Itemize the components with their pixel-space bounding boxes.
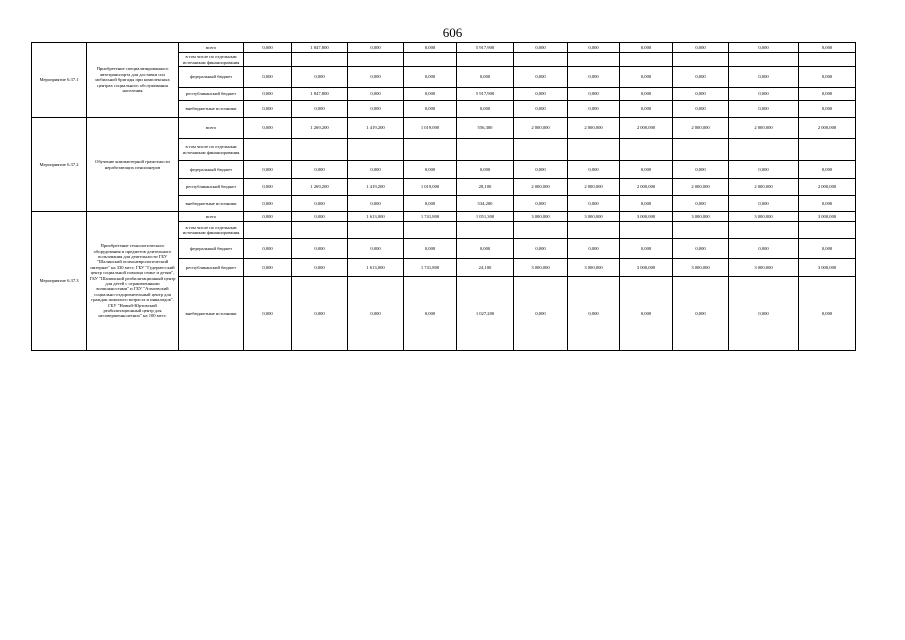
value-cell xyxy=(799,139,856,161)
value-cell: 0,000 xyxy=(673,43,729,53)
value-cell: 1 847,800 xyxy=(292,43,348,53)
value-cell: 0,000 xyxy=(799,277,856,351)
value-cell: 0,000 xyxy=(620,277,673,351)
value-cell: 24,100 xyxy=(457,259,514,277)
value-cell: 0,000 xyxy=(457,101,514,118)
value-cell: 0,000 xyxy=(404,43,457,53)
value-cell: 0,000 xyxy=(799,161,856,179)
value-cell: 5 917,900 xyxy=(457,88,514,101)
value-cell xyxy=(799,53,856,67)
value-cell: 1 269,200 xyxy=(292,179,348,196)
activity-description: Приобретение специализированного автотранспорта для доставки сил мобильной бригады при комплексных центрах социального обслуживания населения xyxy=(87,43,179,118)
value-cell: 0,000 xyxy=(404,239,457,259)
value-cell: 0,000 xyxy=(457,67,514,88)
value-cell: 0,000 xyxy=(348,239,404,259)
value-cell xyxy=(799,222,856,239)
value-cell: 3 000,000 xyxy=(514,259,568,277)
value-cell: 0,000 xyxy=(514,239,568,259)
value-cell xyxy=(514,222,568,239)
value-cell: 0,000 xyxy=(348,277,404,351)
value-cell: 1 613,000 xyxy=(348,259,404,277)
value-cell: 0,000 xyxy=(568,161,620,179)
value-cell xyxy=(457,53,514,67)
value-cell: 3 000,000 xyxy=(673,259,729,277)
value-cell xyxy=(348,139,404,161)
value-cell: 0,000 xyxy=(673,161,729,179)
value-cell: 0,000 xyxy=(404,161,457,179)
value-cell: 0,000 xyxy=(568,239,620,259)
value-cell: 0,000 xyxy=(348,88,404,101)
funding-source-label: всего xyxy=(179,212,244,222)
value-cell: 0,000 xyxy=(799,67,856,88)
value-cell: 0,000 xyxy=(404,101,457,118)
value-cell: 1 419,200 xyxy=(348,179,404,196)
value-cell: 0,000 xyxy=(404,277,457,351)
value-cell xyxy=(244,53,292,67)
table-row xyxy=(32,118,856,139)
value-cell: 3 000,000 xyxy=(568,212,620,222)
value-cell xyxy=(404,222,457,239)
value-cell: 0,000 xyxy=(514,67,568,88)
value-cell: 0,000 xyxy=(292,67,348,88)
value-cell: 3 000,000 xyxy=(673,212,729,222)
value-cell: 0,000 xyxy=(673,239,729,259)
value-cell: 1 019,000 xyxy=(404,118,457,139)
activity-description: Обучение компьютерной грамотности неработающих пенсионеров xyxy=(87,118,179,212)
value-cell: 0,000 xyxy=(292,259,348,277)
value-cell: 0,000 xyxy=(348,161,404,179)
funding-source-label: внебюджетные источники xyxy=(179,196,244,212)
value-cell: 0,000 xyxy=(729,277,799,351)
value-cell: 0,000 xyxy=(568,101,620,118)
value-cell: 0,000 xyxy=(729,67,799,88)
activity-description: Приобретение технологического оборудования и предметов длительного пользования для деятельности ГБУ "Шалинский психоневрологический интернат" на 330 мест, ГБУ "Гудермесский центр социальной помощи семье и детям", ГБУ "Шалинский реабилитационный центр для детей с ограниченными возможностями" и ГБУ "Ачхоевский социально-оздоровительный центр для граждан пожилого возраста и инвалидов", ГБУ "Новый-Юртовский реабилитационный центр для несовершеннолетних" на 100 мест. xyxy=(87,212,179,351)
value-cell: 0,000 xyxy=(568,196,620,212)
funding-source-label: федеральный бюджет xyxy=(179,161,244,179)
value-cell: 0,000 xyxy=(244,67,292,88)
value-cell: 0,000 xyxy=(568,88,620,101)
value-cell: 0,000 xyxy=(244,88,292,101)
value-cell: 0,000 xyxy=(729,43,799,53)
value-cell xyxy=(568,222,620,239)
value-cell: 0,000 xyxy=(620,239,673,259)
value-cell: 1 741,800 xyxy=(404,212,457,222)
value-cell: 0,000 xyxy=(514,161,568,179)
value-cell: 0,000 xyxy=(568,277,620,351)
value-cell: 0,000 xyxy=(244,239,292,259)
value-cell: 0,000 xyxy=(244,212,292,222)
value-cell: 0,000 xyxy=(673,88,729,101)
value-cell: 1 847,800 xyxy=(292,88,348,101)
value-cell xyxy=(292,53,348,67)
value-cell: 0,000 xyxy=(348,67,404,88)
value-cell: 1 741,800 xyxy=(404,259,457,277)
value-cell: 5 917,900 xyxy=(457,43,514,53)
funding-source-label: в том числе по отдельным источникам финансирования xyxy=(179,53,244,67)
value-cell: 2 000,000 xyxy=(729,118,799,139)
value-cell: 3 000,000 xyxy=(620,259,673,277)
value-cell: 0,000 xyxy=(620,101,673,118)
value-cell xyxy=(568,139,620,161)
value-cell: 0,000 xyxy=(514,196,568,212)
value-cell: 3 000,000 xyxy=(568,259,620,277)
activity-code: Мероприятие 6.37.1 xyxy=(32,43,87,118)
value-cell: 2 000,000 xyxy=(620,118,673,139)
funding-source-label: в том числе по отдельным источникам финансирования xyxy=(179,139,244,161)
value-cell xyxy=(620,222,673,239)
value-cell: 0,000 xyxy=(729,239,799,259)
value-cell xyxy=(404,53,457,67)
value-cell: 3 000,000 xyxy=(799,259,856,277)
value-cell: 2 000,000 xyxy=(729,179,799,196)
table-body xyxy=(32,43,856,351)
value-cell xyxy=(348,53,404,67)
table-row xyxy=(32,212,856,222)
value-cell: 0,000 xyxy=(404,88,457,101)
value-cell: 2 000,000 xyxy=(514,118,568,139)
value-cell: 0,000 xyxy=(348,43,404,53)
value-cell: 0,000 xyxy=(244,101,292,118)
value-cell: 2 000,000 xyxy=(799,179,856,196)
value-cell: 0,000 xyxy=(348,101,404,118)
value-cell: 0,000 xyxy=(514,277,568,351)
value-cell xyxy=(729,222,799,239)
value-cell: 534,200 xyxy=(457,196,514,212)
funding-source-label: в том числе по отдельным источникам финансирования xyxy=(179,222,244,239)
value-cell: 0,000 xyxy=(673,67,729,88)
value-cell: 0,000 xyxy=(568,67,620,88)
value-cell xyxy=(348,222,404,239)
value-cell: 0,000 xyxy=(348,196,404,212)
value-cell: 3 000,000 xyxy=(729,259,799,277)
value-cell xyxy=(457,139,514,161)
value-cell xyxy=(244,222,292,239)
value-cell: 0,000 xyxy=(799,88,856,101)
value-cell: 0,000 xyxy=(799,43,856,53)
value-cell: 1 027,200 xyxy=(457,277,514,351)
value-cell xyxy=(244,139,292,161)
value-cell xyxy=(568,53,620,67)
value-cell: 0,000 xyxy=(673,277,729,351)
value-cell: 0,000 xyxy=(729,196,799,212)
value-cell: 3 000,000 xyxy=(620,212,673,222)
value-cell: 0,000 xyxy=(620,67,673,88)
value-cell: 2 000,000 xyxy=(620,179,673,196)
funding-source-label: федеральный бюджет xyxy=(179,67,244,88)
value-cell xyxy=(673,139,729,161)
value-cell: 0,000 xyxy=(244,259,292,277)
value-cell: 556,300 xyxy=(457,118,514,139)
value-cell: 0,000 xyxy=(620,88,673,101)
value-cell: 0,000 xyxy=(244,161,292,179)
value-cell: 2 000,000 xyxy=(673,118,729,139)
value-cell: 3 000,000 xyxy=(729,212,799,222)
value-cell: 0,000 xyxy=(244,179,292,196)
value-cell xyxy=(673,222,729,239)
value-cell: 0,000 xyxy=(292,161,348,179)
value-cell: 0,000 xyxy=(620,161,673,179)
page-number: 606 xyxy=(442,25,463,40)
value-cell: 0,000 xyxy=(620,196,673,212)
value-cell: 0,000 xyxy=(404,67,457,88)
value-cell: 0,000 xyxy=(514,43,568,53)
value-cell: 1 051,300 xyxy=(457,212,514,222)
value-cell xyxy=(404,139,457,161)
value-cell: 2 000,000 xyxy=(568,179,620,196)
value-cell: 1 613,000 xyxy=(348,212,404,222)
value-cell: 0,000 xyxy=(457,239,514,259)
value-cell: 0,000 xyxy=(244,118,292,139)
value-cell xyxy=(292,222,348,239)
funding-source-label: всего xyxy=(179,43,244,53)
value-cell: 0,000 xyxy=(568,43,620,53)
value-cell: 0,000 xyxy=(244,43,292,53)
funding-source-label: всего xyxy=(179,118,244,139)
value-cell xyxy=(729,53,799,67)
value-cell: 0,000 xyxy=(292,212,348,222)
funding-source-label: республиканский бюджет xyxy=(179,259,244,277)
value-cell: 0,000 xyxy=(729,101,799,118)
value-cell: 28,100 xyxy=(457,179,514,196)
value-cell: 0,000 xyxy=(292,277,348,351)
value-cell: 0,000 xyxy=(244,196,292,212)
funding-source-label: федеральный бюджет xyxy=(179,239,244,259)
value-cell: 2 000,000 xyxy=(799,118,856,139)
value-cell xyxy=(457,222,514,239)
value-cell xyxy=(514,139,568,161)
value-cell: 0,000 xyxy=(244,277,292,351)
value-cell: 0,000 xyxy=(673,196,729,212)
funding-source-label: внебюджетные источники xyxy=(179,101,244,118)
value-cell: 0,000 xyxy=(514,88,568,101)
table-row xyxy=(32,43,856,53)
value-cell: 2 000,000 xyxy=(673,179,729,196)
budget-table xyxy=(31,42,856,351)
value-cell xyxy=(729,139,799,161)
value-cell: 3 000,000 xyxy=(514,212,568,222)
funding-source-label: республиканский бюджет xyxy=(179,88,244,101)
value-cell: 0,000 xyxy=(457,161,514,179)
value-cell: 0,000 xyxy=(404,196,457,212)
value-cell: 0,000 xyxy=(292,196,348,212)
value-cell: 1 419,200 xyxy=(348,118,404,139)
value-cell: 0,000 xyxy=(799,101,856,118)
value-cell: 1 269,200 xyxy=(292,118,348,139)
value-cell: 2 000,000 xyxy=(514,179,568,196)
value-cell xyxy=(620,53,673,67)
value-cell xyxy=(620,139,673,161)
value-cell: 1 019,000 xyxy=(404,179,457,196)
value-cell xyxy=(514,53,568,67)
activity-code: Мероприятие 6.37.2 xyxy=(32,118,87,212)
funding-source-label: республиканский бюджет xyxy=(179,179,244,196)
value-cell xyxy=(673,53,729,67)
value-cell: 0,000 xyxy=(729,161,799,179)
activity-code: Мероприятие 6.37.3 xyxy=(32,212,87,351)
value-cell: 0,000 xyxy=(620,43,673,53)
value-cell: 0,000 xyxy=(799,196,856,212)
value-cell xyxy=(292,139,348,161)
value-cell: 0,000 xyxy=(799,239,856,259)
value-cell: 0,000 xyxy=(673,101,729,118)
value-cell: 0,000 xyxy=(514,101,568,118)
funding-source-label: внебюджетные источники xyxy=(179,277,244,351)
value-cell: 0,000 xyxy=(292,239,348,259)
value-cell: 3 000,000 xyxy=(799,212,856,222)
value-cell: 2 000,000 xyxy=(568,118,620,139)
value-cell: 0,000 xyxy=(729,88,799,101)
value-cell: 0,000 xyxy=(292,101,348,118)
